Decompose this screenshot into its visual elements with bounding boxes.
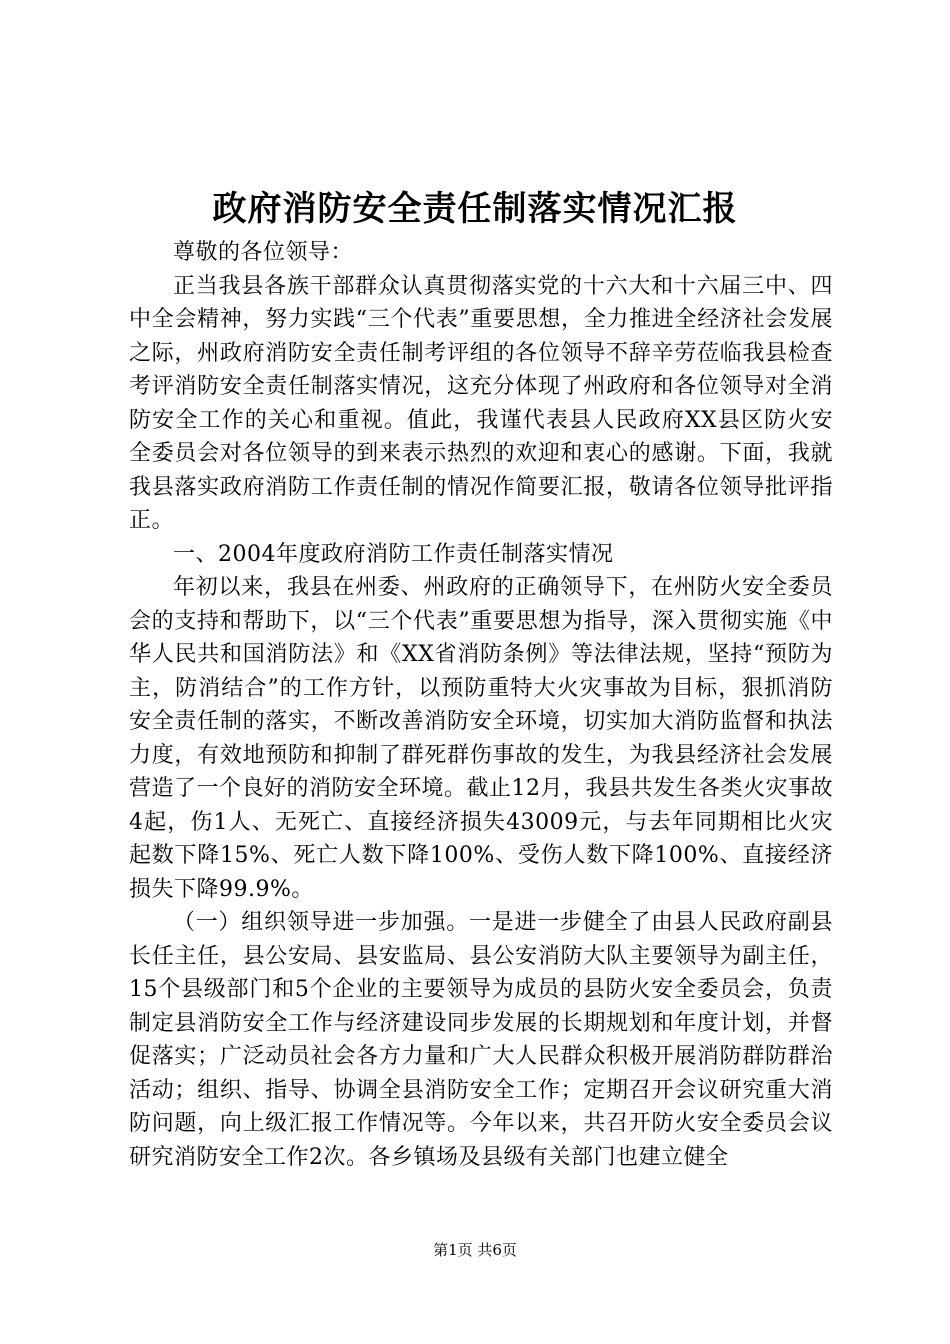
body-paragraph: （一）组织领导进一步加强。一是进一步健全了由县人民政府副县长任主任，县公安局、县安监局、县公安消防大队主要领导为副主任，15个县级部门和5个企业的主要领导为成员的县防火安全委员会，负责制定县消防安全工作与经济建设同步发展的长期规划和年度计划，并督促落实；广泛动员社会各方力量和广大人民群众积极开展消防群防群治活动；组织、指导、协调全县消防安全工作；定期召开会议研究重大消防问题，向上级汇报工作情况等。今年以来，共召开防火安全委员会议研究消防安全工作2次。各乡镇场及县级有关部门也建立健全 bbox=[129, 910, 833, 1170]
document-title: 政府消防安全责任制落实情况汇报 bbox=[212, 189, 738, 229]
document-body bbox=[129, 236, 833, 1174]
body-paragraph: 年初以来，我县在州委、州政府的正确领导下，在州防火安全委员会的支持和帮助下，以“三个代表”重要思想为指导，深入贯彻实施《中华人民共和国消防法》和《XX省消防条例》等法律法规，坚持“预防为主，防消结合”的工作方针，以预防重特大火灾事故为目标，狠抓消防安全责任制的落实，不断改善消防安全环境，切实加大消防监督和执法力度，有效地预防和抑制了群死群伤事故的发生，为我县经济社会发展营造了一个良好的消防安全环境。截止12月，我县共发生各类火灾事故4起，伤1人、无死亡、直接经济损失43009元，与去年同期相比火灾起数下降15%、死亡人数下降100%、受伤人数下降100%、直接经济损失下降99.9%。 bbox=[129, 575, 833, 902]
page-number: 第1页 共6页 bbox=[433, 1241, 517, 1259]
section-heading: 一、2004年度政府消防工作责任制落实情况 bbox=[173, 541, 614, 567]
salutation: 尊敬的各位领导： bbox=[173, 240, 354, 265]
intro-paragraph: 正当我县各族干部群众认真贯彻落实党的十六大和十六届三中、四中全会精神，努力实践“三个代表”重要思想，全力推进全经济社会发展之际，州政府消防安全责任制考评组的各位领导不辞辛劳莅临我县检查考评消防安全责任制落实情况，这充分体现了州政府和各位领导对全消防安全工作的关心和重视。值此，我谨代表县人民政府XX县区防火安全委员会对各位领导的到来表示热烈的欢迎和衷心的感谢。下面，我就我县落实政府消防工作责任制的情况作简要汇报，敬请各位领导批评指正。 bbox=[129, 273, 833, 533]
